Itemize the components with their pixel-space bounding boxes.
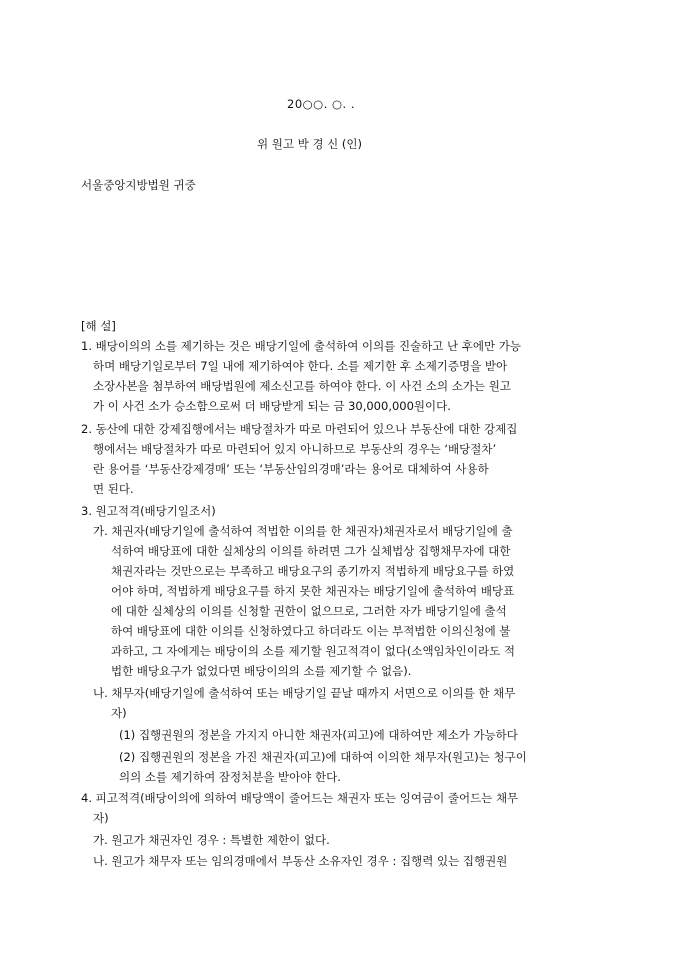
document-date: 20○○. ○. . — [287, 97, 356, 111]
commentary-line: 란 용어를 ‘부동산강제경매’ 또는 ‘부동산임의경매’라는 용어로 대체하여 사용하 — [93, 462, 489, 476]
commentary-line: (1) 집행권원의 정본을 가지지 아니한 채권자(피고)에 대하여만 제소가 가능하다 — [119, 728, 518, 742]
commentary-line: 가. 채권자(배당기일에 출석하여 적법한 이의를 한 채권자)채권자로서 배당기일에 출 — [93, 524, 513, 538]
commentary-line: 자) — [93, 811, 109, 825]
commentary-line: 면 된다. — [93, 482, 134, 496]
commentary-line: 행에서는 배당절차가 따로 마련되어 있지 아니하므로 부동산의 경우는 ‘배당절차’ — [93, 442, 497, 456]
commentary-line: 4. 피고적격(배당이의에 의하여 배당액이 줄어드는 채권자 또는 잉여금이 줄어드는 채무 — [81, 791, 519, 805]
commentary-line: 석하여 배당표에 대한 실체상의 이의를 하려면 그가 실체법상 집행채무자에 대한 — [111, 544, 511, 558]
commentary-line: 자) — [111, 706, 127, 720]
commentary-line: (2) 집행권원의 정본을 가진 채권자(피고)에 대하여 이의한 채무자(원고)는 청구이 — [119, 750, 527, 764]
court-addressee: 서울중앙지방법원 귀중 — [81, 178, 196, 192]
commentary-line: 3. 원고적격(배당기일조서) — [81, 504, 216, 518]
commentary-line: 의의 소를 제기하여 잠정처분을 받아야 한다. — [119, 770, 341, 784]
commentary-line: 가. 원고가 채권자인 경우 : 특별한 제한이 없다. — [93, 833, 330, 847]
commentary-heading: [해 설] — [81, 319, 116, 333]
commentary-line: 하며 배당기일로부터 7일 내에 제기하여야 한다. 소를 제기한 후 소제기증명을 받아 — [93, 359, 508, 373]
commentary-line: 하여 배당표에 대한 이의를 신청하였다고 하더라도 이는 부적법한 이의신청에 불 — [111, 624, 511, 638]
commentary-line: 에 대한 실체상의 이의를 신청할 권한이 없으므로, 그러한 자가 배당기일에 출석 — [111, 604, 507, 618]
commentary-line: 나. 원고가 채무자 또는 임의경매에서 부동산 소유자인 경우 : 집행력 있는 집행권원 — [93, 854, 508, 868]
commentary-line: 2. 동산에 대한 강제집행에서는 배당절차가 따로 마련되어 있으나 부동산에 대한 강제집 — [81, 422, 518, 436]
commentary-line: 나. 채무자(배당기일에 출석하여 또는 배당기일 끝날 때까지 서면으로 이의를 한 채무 — [93, 686, 516, 700]
plaintiff-signature: 위 원고 박 경 신 (인) — [257, 137, 363, 151]
commentary-line: 1. 배당이의의 소를 제기하는 것은 배당기일에 출석하여 이의를 진술하고 난 후에만 가능 — [81, 339, 521, 353]
commentary-line: 채권자라는 것만으로는 부족하고 배당요구의 종기까지 적법하게 배당요구를 하였 — [111, 564, 515, 578]
commentary-line: 과하고, 그 자에게는 배당이의 소를 제기할 원고적격이 없다(소액임차인이라도 적 — [111, 644, 515, 658]
commentary-line: 법한 배당요구가 없었다면 배당이의의 소를 제기할 수 없음). — [111, 664, 412, 678]
commentary-line: 소장사본을 첨부하여 배당법원에 제소신고를 하여야 한다. 이 사건 소의 소가는 원고 — [93, 379, 511, 393]
commentary-line: 어야 하며, 적법하게 배당요구를 하지 못한 채권자는 배당기일에 출석하여 배당표 — [111, 584, 515, 598]
commentary-line: 가 이 사건 소가 승소함으로써 더 배당받게 되는 금 30,000,000원이다. — [93, 399, 451, 413]
